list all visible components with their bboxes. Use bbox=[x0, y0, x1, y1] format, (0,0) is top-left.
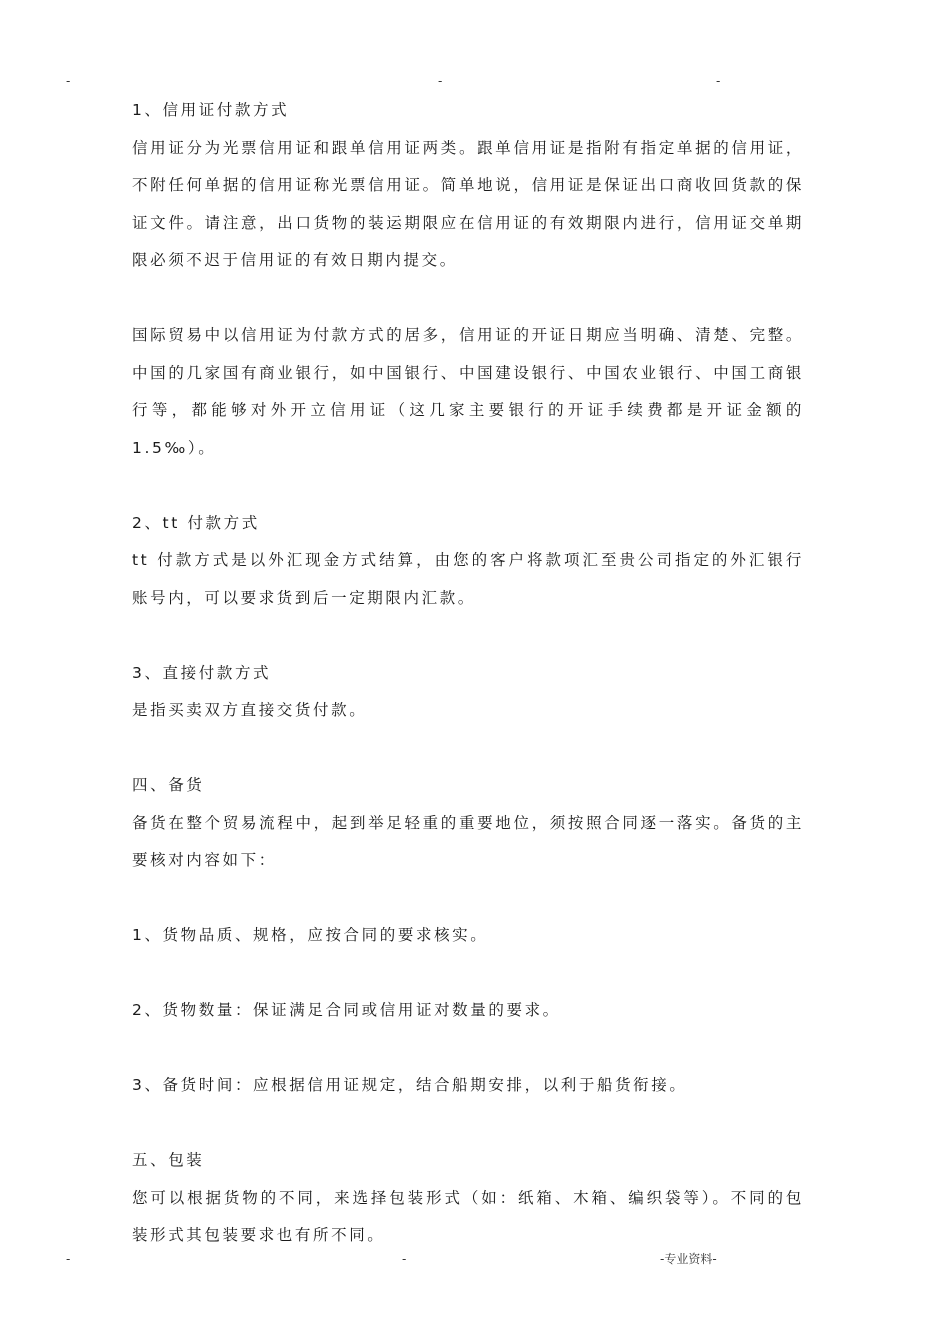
paragraph-packaging: 您可以根据货物的不同，来选择包装形式（如：纸箱、木箱、编织袋等）。不同的包装形式其包装要求也有所不同。 bbox=[132, 1188, 804, 1244]
footer-label: -专业资料- bbox=[660, 1252, 717, 1266]
paragraph-direct-payment: 是指买卖双方直接交货付款。 bbox=[132, 701, 368, 719]
document-body bbox=[132, 92, 804, 1255]
section-heading-tt: 2、tt 付款方式 bbox=[132, 513, 260, 532]
paragraph-lc-banks: 国际贸易中以信用证为付款方式的居多，信用证的开证日期应当明确、清楚、完整。中国的几家国有商业银行，如中国银行、中国建设银行、中国农业银行、中国工商银行等，都能够对外开立信用证（这几家主要银行的开证手续费都是开证金额的1.5‰）。 bbox=[132, 326, 804, 457]
list-item-timing: 3、备货时间：应根据信用证规定，结合船期安排，以利于船货衔接。 bbox=[132, 1076, 688, 1094]
list-item-quantity: 2、货物数量：保证满足合同或信用证对数量的要求。 bbox=[132, 1001, 561, 1019]
paragraph-lc-types: 信用证分为光票信用证和跟单信用证两类。跟单信用证是指附有指定单据的信用证，不附任何单据的信用证称光票信用证。简单地说，信用证是保证出口商收回货款的保证文件。请注意，出口货物的装运期限应在信用证的有效期限内进行，信用证交单期限必须不迟于信用证的有效日期内提交。 bbox=[132, 138, 804, 269]
footer-mark-center: - bbox=[402, 1252, 407, 1266]
section-heading-direct-payment: 3、直接付款方式 bbox=[132, 663, 272, 682]
header-mark-right: - bbox=[716, 74, 721, 88]
header-mark-center: - bbox=[438, 74, 443, 88]
section-heading-packaging: 五、包装 bbox=[132, 1151, 205, 1169]
footer-mark-left: - bbox=[66, 1252, 71, 1266]
header-mark-left: - bbox=[66, 74, 71, 88]
paragraph-tt: tt 付款方式是以外汇现金方式结算，由您的客户将款项汇至贵公司指定的外汇银行账号内，可以要求货到后一定期限内汇款。 bbox=[132, 551, 804, 607]
list-item-quality: 1、货物品质、规格，应按合同的要求核实。 bbox=[132, 926, 489, 944]
paragraph-stocking: 备货在整个贸易流程中，起到举足轻重的重要地位，须按照合同逐一落实。备货的主要核对内容如下： bbox=[132, 813, 804, 869]
section-heading-stocking: 四、备货 bbox=[132, 776, 205, 794]
section-heading-letter-of-credit: 1、信用证付款方式 bbox=[132, 101, 290, 119]
